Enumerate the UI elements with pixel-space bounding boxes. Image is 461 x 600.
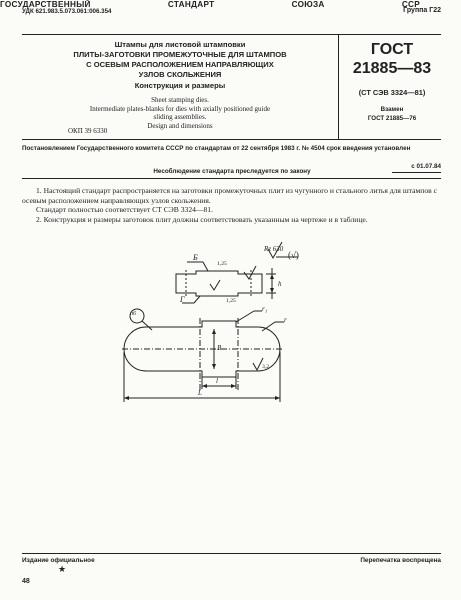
- r-label: r: [284, 316, 287, 324]
- replace-label: Взамен: [380, 106, 404, 113]
- title-ru-line-4: УЗЛОВ СКОЛЬЖЕНИЯ: [138, 70, 222, 79]
- gost-label: ГОСТ: [370, 41, 414, 58]
- paragraph-2: 2. Конструкция и размеры заготовок плит должны соответствовать указанным на чертеже и в таблице.: [36, 215, 368, 224]
- roughness-tick-small: [244, 266, 256, 279]
- page-number: 48: [22, 578, 30, 585]
- st-sev: (СТ СЭВ 3324—81): [358, 88, 426, 97]
- dim-125-bottom: 1,25: [226, 298, 236, 304]
- dim-b: B: [217, 344, 222, 352]
- roughness-label: Rz 630: [264, 245, 284, 253]
- banner-word-1: ГОСУДАРСТВЕННЫЙ: [0, 0, 91, 9]
- L-arrow-right: [275, 396, 280, 400]
- title-ru-line-1: Штампы для листовой штамповки: [114, 40, 246, 49]
- okp-code: ОКП 39 6330: [68, 127, 108, 135]
- n6-leader: [142, 321, 152, 330]
- L-arrow-left: [124, 396, 129, 400]
- title-en-line-4: Design and dimensions: [147, 121, 213, 130]
- r1-leader: [236, 311, 254, 322]
- banner-word-2: СТАНДАРТ: [167, 0, 215, 9]
- dim-l: l: [216, 377, 218, 385]
- banner-word-3: СОЮЗА: [291, 0, 325, 9]
- star-icon: ★: [58, 564, 67, 574]
- paragraph-1b: Стандарт полностью соответствует СТ СЭВ 3324—81.: [36, 205, 214, 214]
- replace-value: ГОСТ 21885—76: [367, 115, 417, 122]
- l-arrow-right: [231, 384, 236, 388]
- dim-32: 3,2: [262, 364, 269, 370]
- dim-L: L: [198, 389, 202, 397]
- side-view-outline: [176, 271, 262, 296]
- dim-h: h: [278, 280, 282, 288]
- b-arrow-top: [212, 329, 216, 334]
- l-arrow-left: [202, 384, 207, 388]
- gost-number: 21885—83: [352, 60, 432, 77]
- h-arrow-bottom: [270, 288, 274, 293]
- leader-g-arrow: [194, 296, 200, 303]
- b-arrow-bottom: [212, 364, 216, 369]
- footer-reprint: Перепечатка воспрещена: [360, 557, 441, 564]
- resolution-date: с 01.07.84: [411, 163, 441, 170]
- dim-125-top: 1,25: [217, 261, 227, 267]
- title-en-line-2: Intermediate plates-blanks for dies with axially positioned guide: [89, 104, 271, 113]
- label-g: Г: [180, 295, 185, 304]
- footer-official: Издание официальное: [22, 557, 95, 564]
- leader-b-arrow: [203, 262, 208, 271]
- resolution-text: Постановлением Государственного комитета СССР по стандартам от 22 сентября 1983 г. № 4504 срок введения установлен: [22, 145, 411, 152]
- paragraph-1: 1. Настоящий стандарт распространяется на заготовки промежуточных плит из чугунного и стального литья для штампов с осевым расположением направляющих узлов скольжения.: [22, 186, 437, 205]
- h-arrow-top: [270, 274, 274, 279]
- group-label: Группа Г22: [403, 7, 441, 14]
- banner-word-4: ССР: [401, 0, 420, 9]
- title-ru-subtitle: Конструкция и размеры: [134, 81, 226, 90]
- n6-label: n6: [130, 311, 136, 317]
- udk-code: УДК 621.983.5.073.061:006.354: [22, 8, 112, 15]
- footer-rule: [22, 553, 441, 554]
- label-b: Б: [193, 253, 198, 262]
- title-en-line-1: Sheet stamping dies.: [151, 96, 209, 104]
- legal-notice: Несоблюдение стандарта преследуется по закону: [153, 168, 311, 175]
- title-ru-line-2: ПЛИТЫ-ЗАГОТОВКИ ПРОМЕЖУТОЧНЫЕ ДЛЯ ШТАМПОВ: [73, 50, 287, 59]
- title-en-line-3: sliding assemblies.: [153, 113, 207, 121]
- r1-label: r₁: [262, 305, 268, 313]
- title-ru-line-3: С ОСЕВЫМ РАСПОЛОЖЕНИЕМ НАПРАВЛЯЮЩИХ: [86, 60, 274, 69]
- roughness-check: (√): [288, 250, 299, 260]
- roughness-tick-small-2: [210, 280, 220, 290]
